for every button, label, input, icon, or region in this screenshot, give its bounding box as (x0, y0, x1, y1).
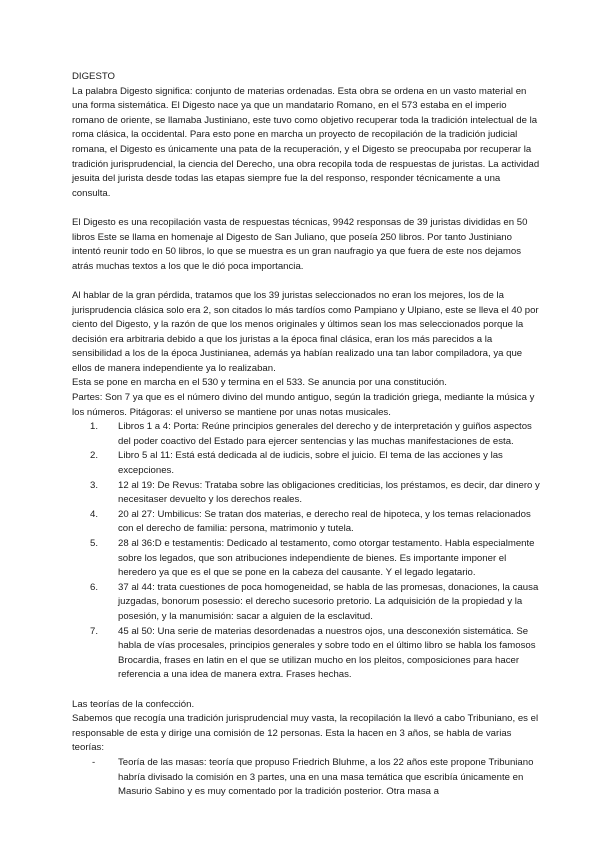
paragraph-intro: La palabra Digesto significa: conjunto de materias ordenadas. Esta obra se ordena en un vasto material en una forma sistemática. El Digesto nace ya que un mandatario Romano, en el 573 estaba en el imperio romano de oriente, se llamaba Justiniano, este tuvo como objetivo recuperar toda la tradición intelectual de la roma clásica, la occidental. Para esto pone en marcha un proyecto de recopilación de la tradición judicial romana, el Digesto es únicamente una pata de la recuperación, y el Digesto se preocupaba por recuperar la tradición jurisprudencial, la ciencia del Derecho, una obra recopila toda de respuestas de juristas. La actividad jesuita del jurista desde todas las etapas siempre fue la del responso, responder técnicamente a una consulta. (72, 85, 540, 199)
list-item (90, 508, 540, 537)
paragraph-tribuniano: Sabemos que recogía una tradición jurisprudencial muy vasta, la recopilación la llevó a cabo Tribuniano, es el responsable de esta y dirige una comisión de 12 personas. Esta la hacen en 3 años, se habla de varias teorías: (72, 713, 539, 754)
list-item (90, 625, 540, 683)
paragraph-fechas: Esta se pone en marcha en el 530 y termina en el 533. Se anuncia por una constitución. (72, 377, 447, 389)
teorias-list (72, 756, 540, 800)
list-number: 6. (90, 581, 99, 593)
paragraph-gap (72, 201, 540, 216)
paragraph-partes: Partes: Son 7 ya que es el número divino del mundo antiguo, según la tradición griega, mediante la música y los números. Pitágoras: el universo se mantiene por unas notas musicales. (72, 392, 535, 418)
list-item-text: 12 al 19: De Revus: Trataba sobre las obligaciones crediticias, los préstamos, es decir, dar dinero y necesitaser devuelto y los derechos reales. (118, 479, 540, 506)
list-item (90, 420, 540, 449)
list-item-text: 28 al 36:D e testamentis: Dedicado al testamento, como otorgar testamento. Habla especialmente sobre los legados, que son atribuciones independiente de bienes. Es importante imponer el heredero ya que es el que se pone en la cabeza del causante. Y el legado legatario. (118, 538, 535, 579)
list-item-text: Teoría de las masas: teoría que propuso Friedrich Bluhme, a los 22 años este propone Tribuniano habría divisado la comisión en 3 partes, una en una masa temática que escribía únicamente en Masurio Sabino y es muy comentado por la tradición posterior. Otra masa a (118, 756, 534, 798)
list-number: 4. (90, 508, 99, 520)
list-number: 7. (90, 625, 99, 637)
list-item (90, 537, 540, 581)
list-item-text: Libro 5 al 11: Está está dedicada al de iudicis, sobre el juicio. El tema de las acciones y las excepciones. (118, 450, 503, 477)
paragraph-perdida: Al hablar de la gran pérdida, tratamos que los 39 juristas seleccionados no eran los mejores, los de la jurisprudencia clásica solo era 2, son citados lo más tardíos como Pampiano y Ulpiano, este se lleva el 40 por ciento del Digesto, y la razón de que los menos originales y últimos sean los mas seleccionados porque la decisión era arbitraria debido a que los juristas a la época final clásica, eran los más parecidos a la sensibilidad a los de la época Justinianea, además ya habían realizado una tan labor compiladora, ya que ellos de manera independiente ya lo realizaban. (72, 289, 539, 374)
document-title: DIGESTO (72, 71, 116, 82)
list-number: 3. (90, 479, 99, 491)
list-dash: - (92, 756, 96, 768)
paragraph-recopilacion: El Digesto es una recopilación vasta de respuestas técnicas, 9942 responsas de 39 juristas divididas en 50 libros Este se llama en homenaje al Digesto de San Juliano, que poseía 250 libros. Por tanto Justiniano intentó reunir todo en 50 libros, lo que se muestra es un gran naufragio ya que fuera de este nos dejamos atrás muchas textos a los que le dió poca importancia. (72, 216, 528, 272)
list-item (90, 449, 540, 478)
list-number: 2. (90, 450, 99, 462)
list-number: 5. (90, 538, 99, 549)
paragraph-gap (72, 683, 540, 698)
section-heading-teorias: Las teorías de la confección. (72, 698, 195, 710)
list-item-text: 45 al 50: Una serie de materias desordenadas a nuestros ojos, una desconexión sistemática. Se habla de vías procesales, principios generales y sobre todo en el último libro se habla los famosos Brocardia, frases en latin en el que se utilizan mucho en los pleitos, composiciones para hacer referencia a una idea de manera extra. Frases hechas. (118, 625, 536, 681)
list-item-text: 37 al 44: trata cuestiones de poca homogeneidad, se habla de las promesas, donaciones, la causa juzgadas, bonorum posessio: el derecho sucesorio pretorio. La adquisición de la propiedad y la posesión, y la manumisión: sacar a alguien de la esclavitud. (118, 581, 539, 622)
list-item (92, 756, 540, 800)
list-item (90, 581, 540, 625)
list-number: 1. (90, 421, 99, 433)
partes-list (72, 420, 540, 683)
list-item (90, 479, 540, 508)
list-item-text: Libros 1 a 4: Porta: Reúne principios generales del derecho y de interpretación y guiños aspectos del poder coactivo del Estado para ejercer sentencias y las muchas manifestaciones de esta. (118, 421, 532, 447)
list-item-text: 20 al 27: Umbilicus: Se tratan dos materias, e derecho real de hipoteca, y los temas relacionados con el derecho de familia: persona, matrimonio y tutela. (118, 508, 531, 535)
paragraph-gap (72, 274, 540, 289)
